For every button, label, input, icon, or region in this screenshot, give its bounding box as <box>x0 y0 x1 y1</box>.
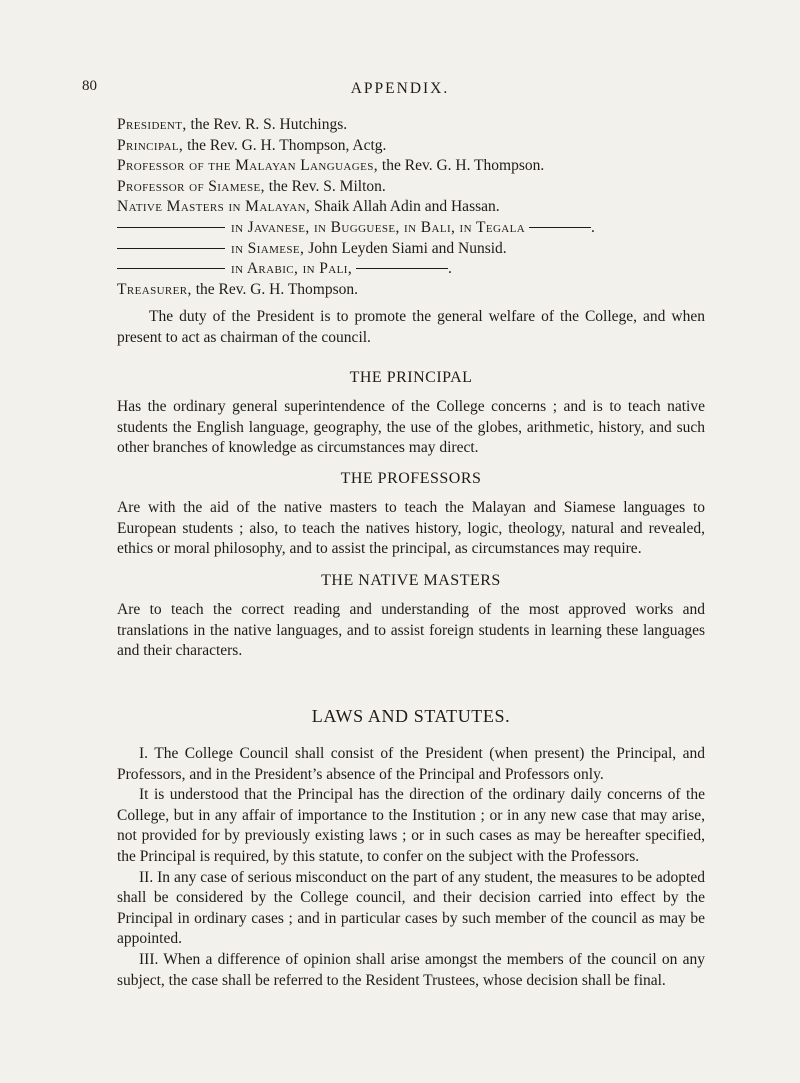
officer-native-masters-malayan <box>117 197 717 218</box>
ditto-dash <box>117 248 225 249</box>
officer-title: in Arabic, in Pali, <box>231 260 353 278</box>
officer-title: Professor of Siamese, <box>117 177 265 195</box>
laws-list <box>117 744 705 991</box>
law-item: III. When a difference of opinion shall arise amongst the members of the council on any subject, the case shall be referred to the Resident Trustees, whose decision shall be final. <box>117 950 705 989</box>
law-item: II. In any case of serious misconduct on the part of any student, the measures to be adopted shall be considered by the College council, and their decision carried into effect by the Principal in ordinary cases ; and in particular cases by such member of the council as may be appointed. <box>117 868 705 948</box>
laws-heading: LAWS AND STATUTES. <box>311 706 511 726</box>
officer-native-masters-siamese <box>117 239 717 260</box>
officer-name: the Rev. G. H. Thompson. <box>191 280 358 298</box>
officer-professor-malayan <box>117 156 717 177</box>
officer-title: Native Masters in Malayan, <box>117 198 311 216</box>
officer-name: the Rev. S. Milton. <box>264 177 386 195</box>
officer-name: Shaik Allah Adin and Hassan. <box>310 198 500 216</box>
officer-title: Principal, <box>117 136 184 154</box>
section-text-native-masters: Are to teach the correct reading and understanding of the most approved works and translations in the native languages, and to assist foreign students in learning these languages and their characters. <box>117 601 705 660</box>
officer-name: the Rev. G. H. Thompson. <box>378 157 545 175</box>
section-text-principal: Has the ordinary general superintendence of the College concerns ; and is to teach native students the English language, geography, the use of the globes, arithmetic, history, and such other branches of knowledge as circumstances may direct. <box>117 398 705 457</box>
ditto-dash <box>117 268 225 269</box>
law-item: It is understood that the Principal has the direction of the ordinary daily concerns of the College, but in any affair of importance to the Institution ; or in any new case that may arise, not provided for by previously existing laws ; or in such cases as may be hereafter specified, the Principal is required, by this statute, to confer on the subject with the Professors. <box>117 786 705 865</box>
officer-president <box>117 115 717 136</box>
officer-professor-siamese <box>117 177 717 198</box>
page-header <box>0 78 800 100</box>
officers-list <box>117 115 717 300</box>
officer-native-masters-javanese: in Javanese, in Bugguese, in Bali, in Tegala . <box>117 218 717 239</box>
law-item: I. The College Council shall consist of the President (when present) the Principal, and Professors, and in the President’s absence of the Principal and Professors only. <box>117 745 705 783</box>
officer-title: in Siamese, <box>231 239 305 257</box>
officer-title: President, <box>117 116 187 133</box>
blank-dash <box>356 268 448 269</box>
running-head: APPENDIX. <box>350 80 450 97</box>
officer-native-masters-arabic: in Arabic, in Pali, . <box>117 259 717 280</box>
section-heading-native-masters: THE NATIVE MASTERS <box>321 572 501 589</box>
officer-name: the Rev. G. H. Thompson, Actg. <box>183 136 387 154</box>
officer-principal <box>117 136 717 157</box>
page-number: 80 <box>82 78 97 94</box>
officer-title: Treasurer, <box>117 280 192 298</box>
officer-treasurer <box>117 280 717 301</box>
section-heading-professors: THE PROFESSORS <box>340 470 482 487</box>
section-heading-principal: THE PRINCIPAL <box>349 369 473 386</box>
officer-title: in Javanese, in Bugguese, in Bali, in Tegala <box>231 218 526 236</box>
president-duty-paragraph: The duty of the President is to promote the general welfare of the College, and when present to act as chairman of the council. <box>117 308 705 346</box>
blank-dash <box>529 227 591 228</box>
officer-title: Professor of the Malayan Languages, <box>117 157 379 175</box>
officer-name: John Leyden Siami and Nunsid. <box>304 239 507 257</box>
officer-name: the Rev. R. S. Hutchings. <box>186 116 348 133</box>
section-text-professors: Are with the aid of the native masters to teach the Malayan and Siamese languages to European students ; also, to teach the natives history, logic, theology, natural and revealed, ethics or moral philosophy, and to assist the principal, as circumstances may require. <box>117 499 705 558</box>
ditto-dash <box>117 227 225 228</box>
